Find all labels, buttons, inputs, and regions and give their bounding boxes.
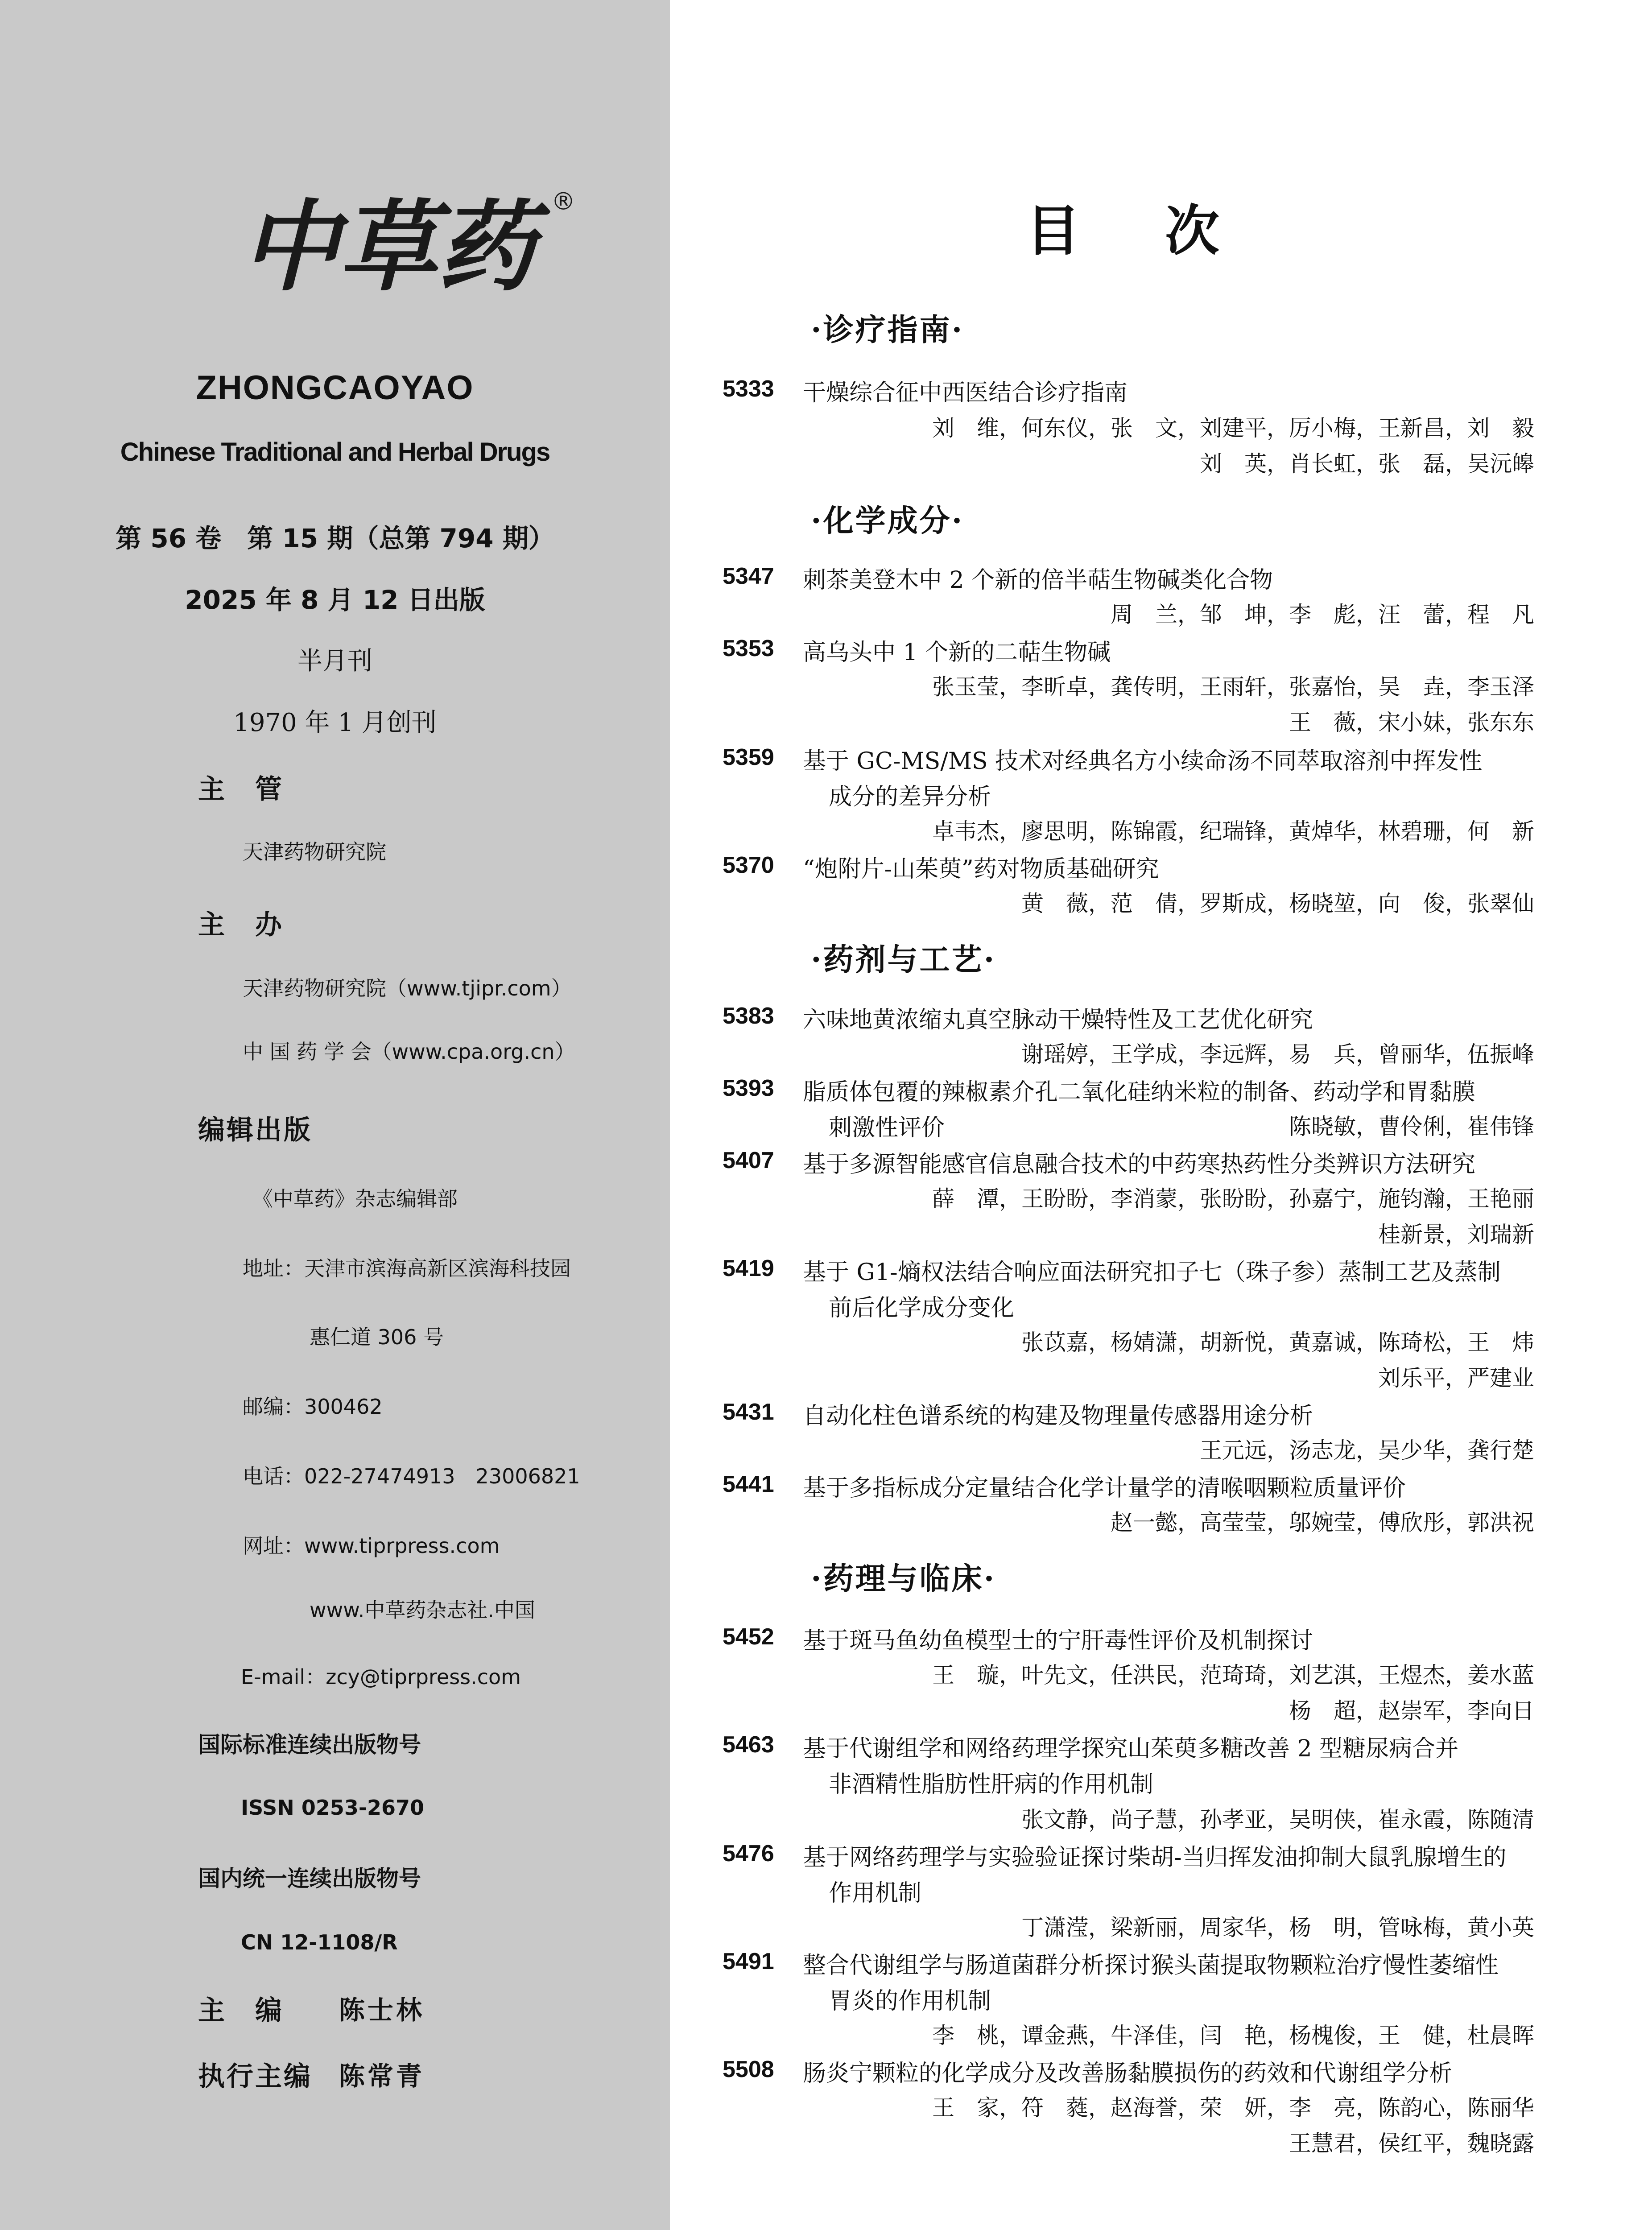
- exec-editor-name: 陈常青: [339, 2061, 425, 2091]
- editor-label: 主 编: [198, 1995, 284, 2026]
- entry-title-continued[interactable]: 成分的差异分析: [829, 784, 991, 810]
- entry-authors: 周 兰，邹 坤，李 彪，汪 蕾，程 凡: [1111, 602, 1534, 628]
- website-2: www.中草药杂志社.中国: [310, 1598, 535, 1622]
- phone: 电话：022-27474913 23006821: [243, 1464, 580, 1488]
- entry-authors: 刘 维，何东仪，张 文，刘建平，厉小梅，王新昌，刘 毅: [932, 415, 1534, 441]
- entry-authors: 张苡嘉，杨婧潇，胡新悦，黄嘉诚，陈琦松，王 炜: [1021, 1330, 1534, 1355]
- entry-authors: 薛 潭，王盼盼，李消蒙，张盼盼，孙嘉宁，施钧瀚，王艳丽: [932, 1186, 1534, 1212]
- entry-title[interactable]: 基于多指标成分定量结合化学计量学的清喉咽颗粒质量评价: [803, 1475, 1406, 1502]
- publisher-value: 《中草药》杂志编辑部: [252, 1187, 458, 1211]
- entry-authors: 丁潇滢，梁新丽，周家华，杨 明，管咏梅，黄小英: [1021, 1915, 1534, 1941]
- founded-date: 1970 年 1 月创刊: [233, 708, 437, 737]
- entry-page: 5359: [723, 744, 774, 770]
- entry-page: 5353: [723, 636, 774, 661]
- toc-heading: [1026, 187, 1219, 265]
- toc-heading-char-2: 次: [1165, 199, 1219, 263]
- entry-authors: 卓韦杰，廖思明，陈锦霞，纪瑞锋，黄焯华，林碧珊，何 新: [932, 818, 1534, 844]
- cn-value: CN 12-1108/R: [241, 1930, 398, 1954]
- entry-page: 5491: [723, 1949, 774, 1974]
- entry-authors: 谢瑶婷，王学成，李远辉，易 兵，曾丽华，伍振峰: [1021, 1041, 1534, 1067]
- entry-page: 5431: [723, 1399, 774, 1425]
- entry-authors: 黄 薇，范 倩，罗斯成，杨晓堃，向 俊，张翠仙: [1021, 891, 1534, 917]
- section-heading: ·药理与临床·: [811, 1561, 996, 1597]
- entry-title-continued[interactable]: 前后化学成分变化: [829, 1295, 1015, 1321]
- entry-authors: 王慧君，侯红平，魏晓露: [1289, 2131, 1534, 2156]
- entry-page: 5476: [723, 1841, 774, 1867]
- entry-authors: 王 家，符 蕤，赵海誉，荣 妍，李 亮，陈韵心，陈丽华: [932, 2095, 1534, 2121]
- entry-authors: 李 桃，谭金燕，牛泽佳，闫 艳，杨槐俊，王 健，杜晨晖: [932, 2023, 1534, 2048]
- publish-date: 2025 年 8 月 12 日出版: [185, 585, 485, 615]
- address-line-2: 惠仁道 306 号: [310, 1325, 444, 1349]
- cn-label: 国内统一连续出版物号: [198, 1866, 421, 1891]
- issn-label: 国际标准连续出版物号: [198, 1732, 421, 1758]
- entry-title[interactable]: “炮附片-山茱萸”药对物质基础研究: [803, 856, 1159, 883]
- entry-page: 5347: [723, 563, 774, 589]
- entry-page: 5393: [723, 1075, 774, 1101]
- entry-title[interactable]: 整合代谢组学与肠道菌群分析探讨猴头菌提取物颗粒治疗慢性萎缩性: [803, 1952, 1499, 1979]
- section-heading: ·诊疗指南·: [811, 312, 964, 348]
- entry-authors: 张文静，尚子慧，孙孝亚，吴明侠，崔永霞，陈随清: [1021, 1807, 1534, 1833]
- entry-page: 5370: [723, 852, 774, 878]
- entry-page: 5419: [723, 1255, 774, 1281]
- volume-issue: 第 56 卷 第 15 期（总第 794 期）: [116, 523, 554, 553]
- masthead-sidebar: [0, 0, 670, 2230]
- entry-title[interactable]: 基于网络药理学与实验验证探讨柴胡-当归挥发油抑制大鼠乳腺增生的: [803, 1844, 1507, 1871]
- sponsor-1: 天津药物研究院（www.tjipr.com）: [243, 976, 572, 1000]
- email: E-mail：zcy@tiprpress.com: [241, 1665, 521, 1689]
- entry-page: 5508: [723, 2057, 774, 2082]
- entry-title[interactable]: 基于多源智能感官信息融合技术的中药寒热药性分类辨识方法研究: [803, 1151, 1476, 1178]
- journal-logo: [232, 178, 575, 312]
- registered-mark: ®: [551, 187, 575, 215]
- entry-authors: 刘乐平，严建业: [1378, 1365, 1534, 1391]
- toc-heading-char-1: 目: [1026, 199, 1080, 263]
- entry-authors: 王 薇，宋小妹，张东东: [1289, 710, 1534, 735]
- entry-authors: 桂新景，刘瑞新: [1378, 1222, 1534, 1247]
- entry-authors: 王 璇，叶先文，任洪民，范琦琦，刘艺淇，王煜杰，姜水蓝: [932, 1662, 1534, 1688]
- entry-title[interactable]: 基于斑马鱼幼鱼模型士的宁肝毒性评价及机制探讨: [803, 1627, 1313, 1654]
- entry-title[interactable]: 高乌头中 1 个新的二萜生物碱: [803, 639, 1111, 666]
- entry-title[interactable]: 基于 G1-熵权法结合响应面法研究扣子七（珠子参）蒸制工艺及蒸制: [803, 1259, 1501, 1286]
- journal-pinyin-title: ZHONGCAOYAO: [196, 369, 474, 407]
- entry-page: 5333: [723, 376, 774, 402]
- entry-title[interactable]: 刺茶美登木中 2 个新的倍半萜生物碱类化合物: [803, 567, 1273, 594]
- entry-title[interactable]: 肠炎宁颗粒的化学成分及改善肠黏膜损伤的药效和代谢组学分析: [803, 2060, 1453, 2087]
- postcode: 邮编：300462: [243, 1395, 383, 1419]
- supervisor-label: 主 管: [198, 774, 284, 805]
- entry-title[interactable]: 自动化柱色谱系统的构建及物理量传感器用途分析: [803, 1403, 1313, 1429]
- entry-page: 5407: [723, 1148, 774, 1173]
- entry-title[interactable]: 脂质体包覆的辣椒素介孔二氧化硅纳米粒的制备、药动学和胃黏膜: [803, 1079, 1476, 1106]
- entry-title[interactable]: 干燥综合征中西医结合诊疗指南: [803, 380, 1128, 406]
- entry-title[interactable]: 基于代谢组学和网络药理学探究山茱萸多糖改善 2 型糖尿病合并: [803, 1735, 1459, 1762]
- entry-authors: 王元远，汤志龙，吴少华，龚行楚: [1200, 1437, 1534, 1463]
- entry-title[interactable]: 六味地黄浓缩丸真空脉动干燥特性及工艺优化研究: [803, 1007, 1313, 1033]
- website-1: 网址：www.tiprpress.com: [243, 1534, 500, 1558]
- entry-page: 5452: [723, 1624, 774, 1650]
- sponsor-label: 主 办: [198, 909, 284, 941]
- address-line-1: 地址：天津市滨海高新区滨海科技园: [243, 1256, 571, 1280]
- section-heading: ·化学成分·: [811, 503, 964, 539]
- entry-page: 5441: [723, 1471, 774, 1497]
- issn-value: ISSN 0253-2670: [241, 1796, 424, 1820]
- entry-title-continued[interactable]: 刺激性评价: [829, 1115, 945, 1141]
- exec-editor-label: 执行主编: [198, 2061, 312, 2092]
- entry-authors: 赵一懿，高莹莹，邬婉莹，傅欣彤，郭洪祝: [1111, 1510, 1534, 1536]
- sponsor-2: 中 国 药 学 会（www.cpa.org.cn）: [243, 1040, 575, 1064]
- supervisor-value: 天津药物研究院: [243, 840, 386, 864]
- entry-title[interactable]: 基于 GC-MS/MS 技术对经典名方小续命汤不同萃取溶剂中挥发性: [803, 748, 1483, 775]
- section-heading: ·药剂与工艺·: [811, 942, 996, 978]
- publisher-label: 编辑出版: [198, 1115, 312, 1146]
- entry-authors: 刘 英，肖长虹，张 磊，吴沅皞: [1200, 451, 1534, 477]
- entry-page: 5383: [723, 1003, 774, 1029]
- publication-frequency: 半月刊: [297, 647, 372, 676]
- logo-text: 中草药: [241, 189, 536, 304]
- entry-authors: 张玉莹，李昕卓，龚传明，王雨轩，张嘉怡，吴 垚，李玉泽: [932, 674, 1534, 700]
- entry-authors: 陈晓敏，曹伶俐，崔伟锋: [1289, 1114, 1534, 1140]
- entry-page: 5463: [723, 1732, 774, 1758]
- editor-name: 陈士林: [339, 1995, 425, 2025]
- entry-title-continued[interactable]: 作用机制: [829, 1880, 922, 1907]
- entry-title-continued[interactable]: 胃炎的作用机制: [829, 1988, 991, 2015]
- entry-authors: 杨 超，赵崇军，李向日: [1289, 1698, 1534, 1724]
- journal-english-title: Chinese Traditional and Herbal Drugs: [120, 438, 550, 467]
- entry-title-continued[interactable]: 非酒精性脂肪性肝病的作用机制: [829, 1771, 1154, 1798]
